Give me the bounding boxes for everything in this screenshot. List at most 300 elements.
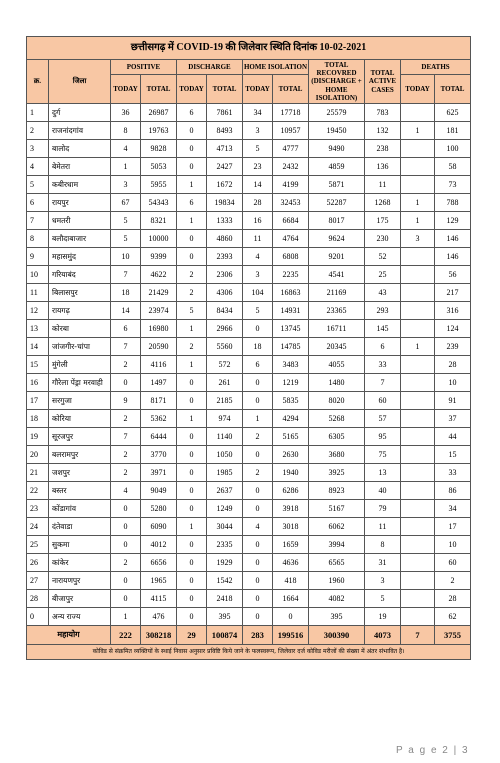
cell-sn: 23	[27, 500, 49, 518]
cell-active: 19	[365, 608, 401, 626]
cell-dis-total: 2335	[207, 536, 243, 554]
total-death-today: 7	[401, 626, 435, 645]
cell-recovered: 19450	[309, 122, 365, 140]
cell-death-today	[401, 302, 435, 320]
cell-district: गरियाबंद	[49, 266, 111, 284]
cell-recovered: 1480	[309, 374, 365, 392]
cell-dis-today: 0	[177, 590, 207, 608]
footnote: कोविड से संक्रमित व्यक्तियों के स्थाई निवास अनुसार प्रविष्टि किये जाने के फलस्वरूप, जिलेवार दर्ज कोविड मरीजों की संख्या में अंतर संभावित है।	[27, 645, 471, 660]
cell-death-total: 146	[435, 230, 471, 248]
cell-pos-total: 9049	[141, 482, 177, 500]
cell-sn: 3	[27, 140, 49, 158]
cell-dis-today: 0	[177, 374, 207, 392]
cell-hi-today: 0	[243, 392, 273, 410]
cell-death-today	[401, 320, 435, 338]
total-hi-today: 283	[243, 626, 273, 645]
table-row	[27, 464, 471, 482]
cell-dis-total: 1140	[207, 428, 243, 446]
cell-active: 3	[365, 572, 401, 590]
cell-death-total: 17	[435, 518, 471, 536]
cell-active: 11	[365, 176, 401, 194]
cell-hi-total: 16863	[273, 284, 309, 302]
cell-pos-total: 26987	[141, 104, 177, 122]
cell-dis-total: 1929	[207, 554, 243, 572]
cell-pos-today: 0	[111, 536, 141, 554]
cell-district: बेमेतरा	[49, 158, 111, 176]
cell-pos-today: 2	[111, 446, 141, 464]
cell-active: 238	[365, 140, 401, 158]
cell-dis-total: 1672	[207, 176, 243, 194]
cell-dis-today: 0	[177, 572, 207, 590]
table-row	[27, 302, 471, 320]
cell-death-total: 60	[435, 554, 471, 572]
cell-active: 31	[365, 554, 401, 572]
cell-district: बालोद	[49, 140, 111, 158]
cell-death-today	[401, 158, 435, 176]
cell-sn: 1	[27, 104, 49, 122]
cell-pos-total: 3770	[141, 446, 177, 464]
header-discharge: DISCHARGE	[177, 60, 243, 75]
cell-pos-total: 4012	[141, 536, 177, 554]
cell-dis-today: 1	[177, 410, 207, 428]
header-deaths: DEATHS	[401, 60, 471, 75]
cell-hi-today: 4	[243, 518, 273, 536]
cell-hi-total: 32453	[273, 194, 309, 212]
cell-hi-today: 6	[243, 356, 273, 374]
header-total-recovered: TOTAL RECOVRED (DISCHARGE + HOME ISOLATION)	[309, 60, 365, 104]
cell-death-total: 10	[435, 374, 471, 392]
cell-dis-total: 3044	[207, 518, 243, 536]
cell-dis-total: 974	[207, 410, 243, 428]
cell-dis-total: 7861	[207, 104, 243, 122]
cell-pos-total: 54343	[141, 194, 177, 212]
cell-death-total: 62	[435, 608, 471, 626]
cell-death-today	[401, 536, 435, 554]
cell-dis-total: 1985	[207, 464, 243, 482]
cell-dis-total: 8434	[207, 302, 243, 320]
cell-recovered: 3994	[309, 536, 365, 554]
cell-recovered: 23365	[309, 302, 365, 320]
total-dis-total: 100874	[207, 626, 243, 645]
cell-sn: 10	[27, 266, 49, 284]
cell-dis-total: 2185	[207, 392, 243, 410]
cell-dis-today: 0	[177, 464, 207, 482]
cell-dis-total: 5560	[207, 338, 243, 356]
cell-dis-total: 2306	[207, 266, 243, 284]
cell-recovered: 8923	[309, 482, 365, 500]
cell-dis-today: 2	[177, 284, 207, 302]
cell-pos-today: 8	[111, 122, 141, 140]
cell-district: कबीरधाम	[49, 176, 111, 194]
cell-pos-today: 0	[111, 572, 141, 590]
cell-hi-today: 104	[243, 284, 273, 302]
cell-dis-total: 261	[207, 374, 243, 392]
cell-death-total: 100	[435, 140, 471, 158]
cell-pos-total: 3971	[141, 464, 177, 482]
cell-pos-total: 20590	[141, 338, 177, 356]
cell-active: 60	[365, 392, 401, 410]
total-pos-today: 222	[111, 626, 141, 645]
cell-hi-today: 5	[243, 302, 273, 320]
cell-dis-today: 1	[177, 320, 207, 338]
cell-pos-total: 5362	[141, 410, 177, 428]
cell-sn: 25	[27, 536, 49, 554]
cell-dis-total: 2418	[207, 590, 243, 608]
cell-recovered: 5167	[309, 500, 365, 518]
cell-dis-total: 395	[207, 608, 243, 626]
cell-dis-today: 0	[177, 392, 207, 410]
cell-pos-total: 4622	[141, 266, 177, 284]
cell-pos-total: 1965	[141, 572, 177, 590]
cell-active: 79	[365, 500, 401, 518]
table-row	[27, 518, 471, 536]
cell-hi-total: 1664	[273, 590, 309, 608]
cell-recovered: 52287	[309, 194, 365, 212]
cell-pos-total: 6656	[141, 554, 177, 572]
cell-death-total: 37	[435, 410, 471, 428]
cell-recovered: 5268	[309, 410, 365, 428]
cell-pos-today: 9	[111, 392, 141, 410]
cell-pos-today: 0	[111, 500, 141, 518]
cell-dis-today: 0	[177, 248, 207, 266]
cell-hi-today: 0	[243, 374, 273, 392]
cell-recovered: 25579	[309, 104, 365, 122]
cell-recovered: 16711	[309, 320, 365, 338]
cell-pos-today: 18	[111, 284, 141, 302]
cell-sn: 17	[27, 392, 49, 410]
cell-dis-total: 2966	[207, 320, 243, 338]
cell-district: अन्य राज्य	[49, 608, 111, 626]
cell-sn: 11	[27, 284, 49, 302]
table-row	[27, 500, 471, 518]
cell-dis-today: 0	[177, 122, 207, 140]
cell-sn: 16	[27, 374, 49, 392]
cell-dis-today: 2	[177, 338, 207, 356]
cell-pos-today: 0	[111, 590, 141, 608]
cell-sn: 19	[27, 428, 49, 446]
cell-sn: 14	[27, 338, 49, 356]
table-row	[27, 122, 471, 140]
cell-hi-total: 10957	[273, 122, 309, 140]
cell-pos-today: 2	[111, 410, 141, 428]
cell-hi-total: 1659	[273, 536, 309, 554]
cell-dis-total: 1050	[207, 446, 243, 464]
cell-death-total: 28	[435, 590, 471, 608]
table-row	[27, 104, 471, 122]
cell-death-today	[401, 608, 435, 626]
cell-pos-today: 2	[111, 356, 141, 374]
cell-death-today	[401, 554, 435, 572]
cell-dis-today: 1	[177, 212, 207, 230]
cell-active: 175	[365, 212, 401, 230]
cell-hi-today: 2	[243, 428, 273, 446]
cell-recovered: 4859	[309, 158, 365, 176]
cell-pos-total: 5955	[141, 176, 177, 194]
header-positive-total: TOTAL	[141, 75, 177, 104]
cell-pos-total: 16980	[141, 320, 177, 338]
cell-hi-today: 0	[243, 536, 273, 554]
cell-death-total: 146	[435, 248, 471, 266]
cell-dis-today: 0	[177, 428, 207, 446]
cell-death-today	[401, 464, 435, 482]
header-discharge-total: TOTAL	[207, 75, 243, 104]
cell-dis-today: 0	[177, 482, 207, 500]
cell-district: बस्तर	[49, 482, 111, 500]
cell-sn: 7	[27, 212, 49, 230]
header-sn: क्र.	[27, 60, 49, 104]
cell-active: 52	[365, 248, 401, 266]
cell-hi-total: 6286	[273, 482, 309, 500]
header-hi-today: TODAY	[243, 75, 273, 104]
cell-district: राजनांदगांव	[49, 122, 111, 140]
cell-sn: 24	[27, 518, 49, 536]
cell-pos-today: 10	[111, 248, 141, 266]
cell-sn: 26	[27, 554, 49, 572]
cell-pos-total: 6444	[141, 428, 177, 446]
cell-hi-total: 1940	[273, 464, 309, 482]
cell-pos-total: 21429	[141, 284, 177, 302]
cell-district: सूरजपुर	[49, 428, 111, 446]
cell-sn: 9	[27, 248, 49, 266]
cell-district: बीजापुर	[49, 590, 111, 608]
header-deaths-today: TODAY	[401, 75, 435, 104]
table-row	[27, 248, 471, 266]
header-district: जिला	[49, 60, 111, 104]
cell-pos-total: 5053	[141, 158, 177, 176]
cell-district: कांकेर	[49, 554, 111, 572]
cell-dis-today: 0	[177, 554, 207, 572]
cell-pos-total: 476	[141, 608, 177, 626]
cell-hi-today: 5	[243, 140, 273, 158]
table-row	[27, 356, 471, 374]
cell-pos-total: 1497	[141, 374, 177, 392]
cell-death-today	[401, 428, 435, 446]
totals-row	[27, 626, 471, 645]
cell-hi-today: 1	[243, 410, 273, 428]
cell-pos-today: 2	[111, 464, 141, 482]
cell-pos-today: 4	[111, 482, 141, 500]
table-row	[27, 536, 471, 554]
cell-hi-today: 23	[243, 158, 273, 176]
cell-death-total: 625	[435, 104, 471, 122]
table-row	[27, 482, 471, 500]
cell-recovered: 5871	[309, 176, 365, 194]
cell-pos-today: 2	[111, 554, 141, 572]
cell-hi-today: 0	[243, 500, 273, 518]
cell-recovered: 1960	[309, 572, 365, 590]
cell-hi-today: 0	[243, 482, 273, 500]
cell-recovered: 6062	[309, 518, 365, 536]
table-row	[27, 428, 471, 446]
cell-death-today	[401, 266, 435, 284]
cell-hi-total: 1219	[273, 374, 309, 392]
cell-sn: 0	[27, 608, 49, 626]
cell-dis-total: 8493	[207, 122, 243, 140]
cell-death-today: 1	[401, 212, 435, 230]
cell-pos-total: 9399	[141, 248, 177, 266]
cell-death-today	[401, 518, 435, 536]
cell-death-total: 239	[435, 338, 471, 356]
cell-pos-today: 36	[111, 104, 141, 122]
cell-sn: 28	[27, 590, 49, 608]
cell-hi-total: 6808	[273, 248, 309, 266]
cell-pos-total: 10000	[141, 230, 177, 248]
cell-dis-today: 1	[177, 518, 207, 536]
cell-recovered: 6305	[309, 428, 365, 446]
cell-district: महासमुंद	[49, 248, 111, 266]
cell-dis-total: 4860	[207, 230, 243, 248]
cell-active: 6	[365, 338, 401, 356]
total-dis-today: 29	[177, 626, 207, 645]
cell-death-today	[401, 572, 435, 590]
table-body	[27, 104, 471, 626]
cell-death-total: 34	[435, 500, 471, 518]
cell-sn: 22	[27, 482, 49, 500]
cell-hi-total: 2432	[273, 158, 309, 176]
header-positive-today: TODAY	[111, 75, 141, 104]
cell-dis-total: 19834	[207, 194, 243, 212]
cell-hi-today: 11	[243, 230, 273, 248]
cell-pos-total: 8171	[141, 392, 177, 410]
cell-hi-total: 17718	[273, 104, 309, 122]
header-hi-total: TOTAL	[273, 75, 309, 104]
total-active: 4073	[365, 626, 401, 645]
cell-hi-total: 3918	[273, 500, 309, 518]
cell-hi-today: 0	[243, 572, 273, 590]
cell-hi-total: 2630	[273, 446, 309, 464]
cell-dis-total: 4306	[207, 284, 243, 302]
cell-dis-today: 0	[177, 158, 207, 176]
cell-dis-today: 0	[177, 446, 207, 464]
cell-death-total: 124	[435, 320, 471, 338]
cell-dis-today: 0	[177, 140, 207, 158]
cell-hi-total: 4636	[273, 554, 309, 572]
cell-death-today	[401, 284, 435, 302]
cell-recovered: 20345	[309, 338, 365, 356]
table-row	[27, 392, 471, 410]
cell-death-total: 86	[435, 482, 471, 500]
cell-active: 293	[365, 302, 401, 320]
cell-recovered: 3680	[309, 446, 365, 464]
cell-death-today	[401, 140, 435, 158]
cell-death-total: 73	[435, 176, 471, 194]
cell-hi-today: 3	[243, 266, 273, 284]
cell-district: सुकमा	[49, 536, 111, 554]
table-row	[27, 230, 471, 248]
cell-hi-total: 14785	[273, 338, 309, 356]
cell-pos-total: 8321	[141, 212, 177, 230]
cell-hi-today: 0	[243, 320, 273, 338]
cell-death-total: 2	[435, 572, 471, 590]
cell-pos-today: 4	[111, 140, 141, 158]
totals-label: महायोग	[27, 626, 111, 645]
cell-hi-total: 5165	[273, 428, 309, 446]
header-positive: POSITIVE	[111, 60, 177, 75]
cell-dis-total: 2637	[207, 482, 243, 500]
table-row	[27, 158, 471, 176]
cell-district: रायगढ़	[49, 302, 111, 320]
total-death-total: 3755	[435, 626, 471, 645]
cell-dis-total: 1333	[207, 212, 243, 230]
cell-pos-today: 7	[111, 338, 141, 356]
cell-district: बलरामपुर	[49, 446, 111, 464]
cell-district: नारायणपुर	[49, 572, 111, 590]
table-row	[27, 266, 471, 284]
cell-recovered: 3925	[309, 464, 365, 482]
cell-death-total: 56	[435, 266, 471, 284]
cell-sn: 6	[27, 194, 49, 212]
cell-pos-today: 3	[111, 176, 141, 194]
cell-death-today: 1	[401, 122, 435, 140]
cell-death-total: 15	[435, 446, 471, 464]
cell-active: 7	[365, 374, 401, 392]
cell-hi-today: 0	[243, 554, 273, 572]
cell-recovered: 8017	[309, 212, 365, 230]
cell-sn: 21	[27, 464, 49, 482]
cell-hi-today: 0	[243, 446, 273, 464]
cell-hi-total: 6684	[273, 212, 309, 230]
cell-pos-today: 7	[111, 266, 141, 284]
cell-hi-today: 14	[243, 176, 273, 194]
cell-hi-total: 418	[273, 572, 309, 590]
cell-recovered: 9201	[309, 248, 365, 266]
cell-pos-total: 19763	[141, 122, 177, 140]
table-row	[27, 338, 471, 356]
table-row	[27, 140, 471, 158]
cell-death-today: 1	[401, 194, 435, 212]
cell-death-total: 33	[435, 464, 471, 482]
cell-pos-total: 4116	[141, 356, 177, 374]
cell-active: 783	[365, 104, 401, 122]
cell-hi-today: 28	[243, 194, 273, 212]
cell-sn: 2	[27, 122, 49, 140]
cell-hi-today: 34	[243, 104, 273, 122]
cell-recovered: 4055	[309, 356, 365, 374]
cell-active: 136	[365, 158, 401, 176]
cell-death-today	[401, 446, 435, 464]
cell-hi-total: 13745	[273, 320, 309, 338]
cell-death-total: 788	[435, 194, 471, 212]
cell-district: सरगुजा	[49, 392, 111, 410]
cell-dis-today: 0	[177, 536, 207, 554]
cell-death-today: 3	[401, 230, 435, 248]
cell-sn: 4	[27, 158, 49, 176]
cell-hi-total: 4777	[273, 140, 309, 158]
covid-report-frame	[26, 36, 470, 660]
cell-district: कोरिया	[49, 410, 111, 428]
cell-death-total: 58	[435, 158, 471, 176]
cell-sn: 27	[27, 572, 49, 590]
page-number: P a g e 2 | 3	[396, 745, 470, 756]
cell-active: 8	[365, 536, 401, 554]
cell-dis-today: 6	[177, 104, 207, 122]
table-row	[27, 554, 471, 572]
table-row	[27, 590, 471, 608]
header-discharge-today: TODAY	[177, 75, 207, 104]
cell-death-today	[401, 392, 435, 410]
cell-pos-today: 14	[111, 302, 141, 320]
cell-sn: 20	[27, 446, 49, 464]
cell-district: जांजगीर-चांपा	[49, 338, 111, 356]
cell-death-today	[401, 410, 435, 428]
cell-district: मुंगेली	[49, 356, 111, 374]
cell-death-today	[401, 482, 435, 500]
cell-pos-total: 4115	[141, 590, 177, 608]
cell-pos-today: 5	[111, 230, 141, 248]
cell-pos-today: 0	[111, 374, 141, 392]
total-pos-total: 308218	[141, 626, 177, 645]
cell-active: 57	[365, 410, 401, 428]
